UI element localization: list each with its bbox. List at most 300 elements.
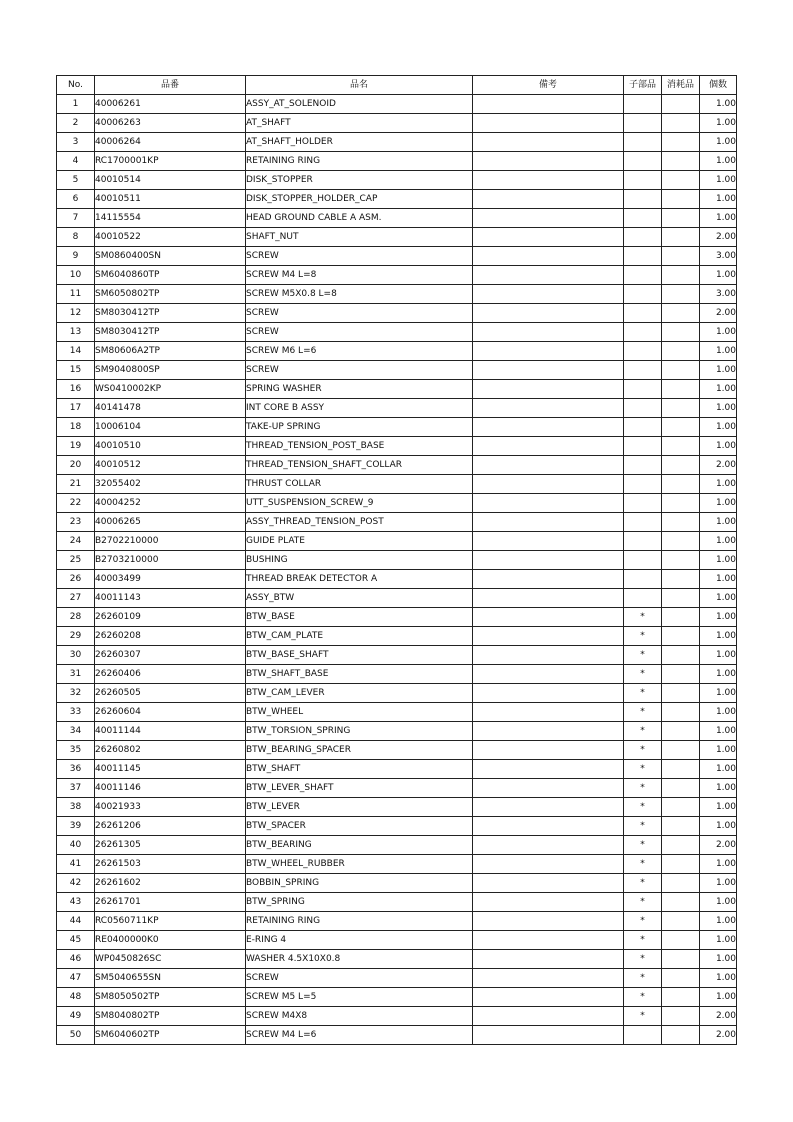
remarks-cell [473, 779, 624, 798]
quantity-cell: 2.00 [700, 456, 737, 475]
part-name-cell: DISK_STOPPER_HOLDER_CAP [246, 190, 473, 209]
remarks-cell [473, 437, 624, 456]
consumable-cell [662, 361, 700, 380]
part-number-cell: 40011144 [95, 722, 246, 741]
part-number-cell: RE0400000K0 [95, 931, 246, 950]
part-name-cell: SCREW [246, 969, 473, 988]
consumable-cell [662, 779, 700, 798]
part-name-cell: BTW_LEVER_SHAFT [246, 779, 473, 798]
table-row [57, 760, 737, 779]
table-row [57, 1007, 737, 1026]
quantity-cell: 1.00 [700, 95, 737, 114]
quantity-cell: 1.00 [700, 798, 737, 817]
consumable-cell [662, 266, 700, 285]
table-row [57, 494, 737, 513]
row-number: 7 [57, 209, 95, 228]
consumable-cell [662, 836, 700, 855]
quantity-cell: 1.00 [700, 874, 737, 893]
sub-part-cell [624, 247, 662, 266]
row-number: 9 [57, 247, 95, 266]
remarks-cell [473, 950, 624, 969]
quantity-cell: 1.00 [700, 855, 737, 874]
part-name-cell: BTW_TORSION_SPRING [246, 722, 473, 741]
table-row [57, 361, 737, 380]
row-number: 4 [57, 152, 95, 171]
remarks-cell [473, 456, 624, 475]
row-number: 36 [57, 760, 95, 779]
sub-part-cell: * [624, 665, 662, 684]
sub-part-cell: * [624, 1007, 662, 1026]
remarks-cell [473, 152, 624, 171]
quantity-cell: 1.00 [700, 665, 737, 684]
remarks-cell [473, 969, 624, 988]
table-row [57, 1026, 737, 1045]
consumable-cell [662, 418, 700, 437]
row-number: 29 [57, 627, 95, 646]
part-number-cell: SM8030412TP [95, 323, 246, 342]
consumable-cell [662, 475, 700, 494]
row-number: 16 [57, 380, 95, 399]
part-number-cell: 26261503 [95, 855, 246, 874]
remarks-cell [473, 304, 624, 323]
table-row [57, 532, 737, 551]
table-row [57, 171, 737, 190]
remarks-cell [473, 418, 624, 437]
part-number-cell: B2703210000 [95, 551, 246, 570]
row-number: 44 [57, 912, 95, 931]
sub-part-cell [624, 380, 662, 399]
part-number-cell: 26260604 [95, 703, 246, 722]
remarks-cell [473, 380, 624, 399]
row-number: 13 [57, 323, 95, 342]
part-number-cell: 26260208 [95, 627, 246, 646]
consumable-cell [662, 988, 700, 1007]
consumable-cell [662, 380, 700, 399]
part-name-cell: BUSHING [246, 551, 473, 570]
row-number: 34 [57, 722, 95, 741]
row-number: 41 [57, 855, 95, 874]
remarks-cell [473, 285, 624, 304]
sub-part-cell [624, 570, 662, 589]
row-number: 37 [57, 779, 95, 798]
sub-part-cell: * [624, 760, 662, 779]
consumable-cell [662, 817, 700, 836]
part-name-cell: SPRING WASHER [246, 380, 473, 399]
row-number: 1 [57, 95, 95, 114]
part-name-cell: SCREW M4 L=8 [246, 266, 473, 285]
sub-part-cell [624, 418, 662, 437]
consumable-cell [662, 1026, 700, 1045]
quantity-cell: 1.00 [700, 722, 737, 741]
part-number-cell: 40006261 [95, 95, 246, 114]
sub-part-cell [624, 437, 662, 456]
part-name-cell: E-RING 4 [246, 931, 473, 950]
consumable-cell [662, 171, 700, 190]
row-number: 8 [57, 228, 95, 247]
remarks-cell [473, 532, 624, 551]
quantity-cell: 1.00 [700, 399, 737, 418]
table-row [57, 152, 737, 171]
consumable-cell [662, 152, 700, 171]
sub-part-cell: * [624, 988, 662, 1007]
table-row [57, 798, 737, 817]
part-number-cell: 40003499 [95, 570, 246, 589]
consumable-cell [662, 969, 700, 988]
quantity-cell: 1.00 [700, 684, 737, 703]
remarks-cell [473, 266, 624, 285]
consumable-cell [662, 760, 700, 779]
row-number: 19 [57, 437, 95, 456]
consumable-cell [662, 874, 700, 893]
row-number: 3 [57, 133, 95, 152]
part-name-cell: RETAINING RING [246, 912, 473, 931]
quantity-cell: 1.00 [700, 817, 737, 836]
row-number: 27 [57, 589, 95, 608]
header-part-number: 品番 [95, 76, 246, 95]
remarks-cell [473, 513, 624, 532]
part-name-cell: BTW_CAM_PLATE [246, 627, 473, 646]
row-number: 35 [57, 741, 95, 760]
sub-part-cell [624, 152, 662, 171]
remarks-cell [473, 874, 624, 893]
sub-part-cell [624, 342, 662, 361]
quantity-cell: 1.00 [700, 114, 737, 133]
consumable-cell [662, 722, 700, 741]
part-name-cell: BTW_WHEEL_RUBBER [246, 855, 473, 874]
quantity-cell: 1.00 [700, 418, 737, 437]
row-number: 25 [57, 551, 95, 570]
consumable-cell [662, 532, 700, 551]
remarks-cell [473, 931, 624, 950]
part-number-cell: SM0860400SN [95, 247, 246, 266]
quantity-cell: 2.00 [700, 836, 737, 855]
remarks-cell [473, 570, 624, 589]
row-number: 49 [57, 1007, 95, 1026]
part-name-cell: BTW_BEARING_SPACER [246, 741, 473, 760]
parts-table-body [57, 95, 737, 1045]
sub-part-cell [624, 95, 662, 114]
part-name-cell: SHAFT_NUT [246, 228, 473, 247]
row-number: 22 [57, 494, 95, 513]
part-name-cell: HEAD GROUND CABLE A ASM. [246, 209, 473, 228]
part-number-cell: 40011143 [95, 589, 246, 608]
table-row [57, 912, 737, 931]
sub-part-cell: * [624, 874, 662, 893]
sub-part-cell [624, 475, 662, 494]
table-row [57, 475, 737, 494]
table-row [57, 570, 737, 589]
table-row [57, 779, 737, 798]
sub-part-cell [624, 228, 662, 247]
consumable-cell [662, 114, 700, 133]
table-row [57, 950, 737, 969]
quantity-cell: 1.00 [700, 494, 737, 513]
table-row [57, 969, 737, 988]
quantity-cell: 1.00 [700, 209, 737, 228]
quantity-cell: 1.00 [700, 646, 737, 665]
row-number: 26 [57, 570, 95, 589]
part-number-cell: B2702210000 [95, 532, 246, 551]
sub-part-cell: * [624, 836, 662, 855]
table-row [57, 456, 737, 475]
row-number: 43 [57, 893, 95, 912]
row-number: 50 [57, 1026, 95, 1045]
table-row [57, 893, 737, 912]
part-name-cell: BTW_SPACER [246, 817, 473, 836]
part-name-cell: BTW_BEARING [246, 836, 473, 855]
row-number: 2 [57, 114, 95, 133]
part-number-cell: SM6050802TP [95, 285, 246, 304]
sub-part-cell [624, 456, 662, 475]
part-number-cell: 26261206 [95, 817, 246, 836]
part-name-cell: SCREW [246, 247, 473, 266]
header-quantity: 個数 [700, 76, 737, 95]
table-row [57, 589, 737, 608]
part-number-cell: WP0450826SC [95, 950, 246, 969]
remarks-cell [473, 912, 624, 931]
part-number-cell: WS0410002KP [95, 380, 246, 399]
quantity-cell: 1.00 [700, 437, 737, 456]
quantity-cell: 1.00 [700, 741, 737, 760]
part-number-cell: 40011146 [95, 779, 246, 798]
row-number: 6 [57, 190, 95, 209]
quantity-cell: 1.00 [700, 608, 737, 627]
consumable-cell [662, 627, 700, 646]
sub-part-cell: * [624, 893, 662, 912]
part-name-cell: ASSY_BTW [246, 589, 473, 608]
sub-part-cell [624, 323, 662, 342]
quantity-cell: 1.00 [700, 380, 737, 399]
row-number: 45 [57, 931, 95, 950]
part-name-cell: BTW_SHAFT [246, 760, 473, 779]
part-number-cell: 26261701 [95, 893, 246, 912]
part-number-cell: 40010511 [95, 190, 246, 209]
remarks-cell [473, 760, 624, 779]
sub-part-cell: * [624, 969, 662, 988]
consumable-cell [662, 950, 700, 969]
remarks-cell [473, 836, 624, 855]
table-row [57, 513, 737, 532]
consumable-cell [662, 513, 700, 532]
quantity-cell: 1.00 [700, 513, 737, 532]
row-number: 24 [57, 532, 95, 551]
sub-part-cell [624, 589, 662, 608]
sub-part-cell: * [624, 855, 662, 874]
row-number: 23 [57, 513, 95, 532]
quantity-cell: 1.00 [700, 703, 737, 722]
quantity-cell: 1.00 [700, 190, 737, 209]
remarks-cell [473, 589, 624, 608]
table-row [57, 646, 737, 665]
part-number-cell: RC0560711KP [95, 912, 246, 931]
part-number-cell: 26260109 [95, 608, 246, 627]
part-name-cell: DISK_STOPPER [246, 171, 473, 190]
quantity-cell: 1.00 [700, 475, 737, 494]
table-row [57, 665, 737, 684]
table-row [57, 209, 737, 228]
sub-part-cell [624, 1026, 662, 1045]
consumable-cell [662, 589, 700, 608]
row-number: 47 [57, 969, 95, 988]
quantity-cell: 1.00 [700, 266, 737, 285]
quantity-cell: 1.00 [700, 969, 737, 988]
part-number-cell: SM6040602TP [95, 1026, 246, 1045]
part-name-cell: SCREW M4X8 [246, 1007, 473, 1026]
part-number-cell: 40021933 [95, 798, 246, 817]
remarks-cell [473, 665, 624, 684]
table-row [57, 931, 737, 950]
row-number: 28 [57, 608, 95, 627]
table-row [57, 722, 737, 741]
table-row [57, 114, 737, 133]
consumable-cell [662, 304, 700, 323]
part-name-cell: THREAD BREAK DETECTOR A [246, 570, 473, 589]
quantity-cell: 1.00 [700, 893, 737, 912]
quantity-cell: 1.00 [700, 760, 737, 779]
part-number-cell: SM8050502TP [95, 988, 246, 1007]
part-number-cell: 40010514 [95, 171, 246, 190]
consumable-cell [662, 665, 700, 684]
table-row [57, 342, 737, 361]
quantity-cell: 1.00 [700, 361, 737, 380]
part-name-cell: ASSY_THREAD_TENSION_POST [246, 513, 473, 532]
table-row [57, 399, 737, 418]
remarks-cell [473, 95, 624, 114]
remarks-cell [473, 798, 624, 817]
part-name-cell: UTT_SUSPENSION_SCREW_9 [246, 494, 473, 513]
header-consumable: 消耗品 [662, 76, 700, 95]
part-name-cell: SCREW M5X0.8 L=8 [246, 285, 473, 304]
sub-part-cell: * [624, 779, 662, 798]
remarks-cell [473, 608, 624, 627]
part-number-cell: 40006263 [95, 114, 246, 133]
part-name-cell: BTW_SPRING [246, 893, 473, 912]
part-name-cell: BTW_WHEEL [246, 703, 473, 722]
remarks-cell [473, 323, 624, 342]
table-row [57, 874, 737, 893]
quantity-cell: 1.00 [700, 133, 737, 152]
parts-list-table [56, 75, 737, 1045]
quantity-cell: 3.00 [700, 285, 737, 304]
remarks-cell [473, 171, 624, 190]
header-sub-part: 子部品 [624, 76, 662, 95]
table-row [57, 988, 737, 1007]
sub-part-cell: * [624, 627, 662, 646]
sub-part-cell: * [624, 608, 662, 627]
part-name-cell: SCREW [246, 361, 473, 380]
part-number-cell: 26260307 [95, 646, 246, 665]
sub-part-cell: * [624, 646, 662, 665]
quantity-cell: 2.00 [700, 1007, 737, 1026]
consumable-cell [662, 456, 700, 475]
sub-part-cell [624, 285, 662, 304]
part-number-cell: SM8040802TP [95, 1007, 246, 1026]
table-row [57, 855, 737, 874]
sub-part-cell [624, 266, 662, 285]
part-number-cell: 32055402 [95, 475, 246, 494]
quantity-cell: 1.00 [700, 342, 737, 361]
sub-part-cell: * [624, 722, 662, 741]
sub-part-cell [624, 494, 662, 513]
remarks-cell [473, 646, 624, 665]
part-number-cell: 26260406 [95, 665, 246, 684]
part-name-cell: GUIDE PLATE [246, 532, 473, 551]
consumable-cell [662, 247, 700, 266]
part-name-cell: BTW_CAM_LEVER [246, 684, 473, 703]
table-row [57, 304, 737, 323]
remarks-cell [473, 551, 624, 570]
part-name-cell: TAKE-UP SPRING [246, 418, 473, 437]
sub-part-cell: * [624, 741, 662, 760]
table-row [57, 190, 737, 209]
remarks-cell [473, 703, 624, 722]
row-number: 14 [57, 342, 95, 361]
row-number: 31 [57, 665, 95, 684]
sub-part-cell: * [624, 931, 662, 950]
quantity-cell: 1.00 [700, 532, 737, 551]
header-part-name: 品名 [246, 76, 473, 95]
sub-part-cell [624, 171, 662, 190]
row-number: 40 [57, 836, 95, 855]
part-number-cell: 40006264 [95, 133, 246, 152]
consumable-cell [662, 703, 700, 722]
row-number: 15 [57, 361, 95, 380]
sub-part-cell: * [624, 684, 662, 703]
remarks-cell [473, 855, 624, 874]
consumable-cell [662, 570, 700, 589]
sub-part-cell [624, 399, 662, 418]
remarks-cell [473, 475, 624, 494]
table-row [57, 608, 737, 627]
remarks-cell [473, 817, 624, 836]
table-row [57, 418, 737, 437]
header-no: No. [57, 76, 95, 95]
quantity-cell: 1.00 [700, 912, 737, 931]
part-number-cell: SM9040800SP [95, 361, 246, 380]
row-number: 39 [57, 817, 95, 836]
part-number-cell: 40004252 [95, 494, 246, 513]
part-name-cell: INT CORE B ASSY [246, 399, 473, 418]
sub-part-cell: * [624, 817, 662, 836]
consumable-cell [662, 494, 700, 513]
quantity-cell: 1.00 [700, 950, 737, 969]
part-name-cell: AT_SHAFT_HOLDER [246, 133, 473, 152]
table-row [57, 285, 737, 304]
remarks-cell [473, 1026, 624, 1045]
part-number-cell: SM5040655SN [95, 969, 246, 988]
part-number-cell: 40010522 [95, 228, 246, 247]
consumable-cell [662, 323, 700, 342]
table-row [57, 247, 737, 266]
part-number-cell: RC1700001KP [95, 152, 246, 171]
sub-part-cell [624, 513, 662, 532]
header-remarks: 備考 [473, 76, 624, 95]
row-number: 33 [57, 703, 95, 722]
part-number-cell: 26260802 [95, 741, 246, 760]
consumable-cell [662, 912, 700, 931]
row-number: 18 [57, 418, 95, 437]
table-row [57, 323, 737, 342]
quantity-cell: 2.00 [700, 1026, 737, 1045]
table-row [57, 380, 737, 399]
part-number-cell: SM80606A2TP [95, 342, 246, 361]
part-name-cell: BTW_BASE [246, 608, 473, 627]
header-row [57, 76, 737, 95]
table-row [57, 228, 737, 247]
part-number-cell: 14115554 [95, 209, 246, 228]
table-row [57, 741, 737, 760]
part-name-cell: RETAINING RING [246, 152, 473, 171]
